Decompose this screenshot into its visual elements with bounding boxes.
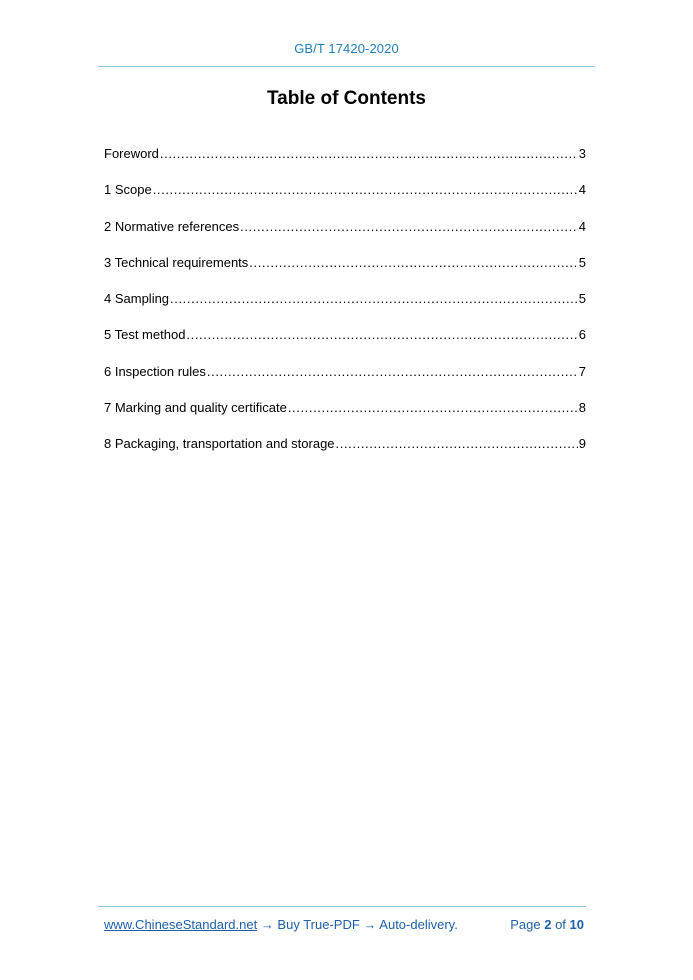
toc-leader-dots: [249, 254, 577, 272]
page-indicator: [510, 917, 584, 932]
toc-leader-dots: [207, 363, 578, 381]
toc-entry-page: 4: [578, 182, 586, 198]
toc-entry-label: 3 Technical requirements: [104, 254, 249, 270]
toc-entry-normative-references[interactable]: [104, 218, 586, 254]
toc-entry-label: 7 Marking and quality certificate: [104, 400, 287, 416]
toc-entry-label: Foreword: [104, 146, 159, 161]
toc-entry-packaging-transportation-storage[interactable]: [104, 435, 586, 471]
toc-entry-page: 5: [578, 254, 586, 270]
toc-entry-page: 5: [578, 291, 586, 307]
toc-leader-dots: [170, 290, 578, 308]
promo-text: → Buy True-PDF → Auto-delivery.: [257, 917, 458, 932]
page-prefix: Page: [510, 917, 545, 932]
toc-entry-label: 8 Packaging, transportation and storage: [104, 436, 335, 452]
footer-divider: [98, 906, 586, 907]
toc-entry-label: 6 Inspection rules: [104, 363, 206, 379]
toc-leader-dots: [336, 435, 578, 453]
header-standard-code: GB/T 17420-2020: [294, 41, 399, 56]
toc-entry-marking-quality-certificate[interactable]: [104, 399, 586, 435]
toc-leader-dots: [153, 181, 578, 199]
toc-entry-technical-requirements[interactable]: [104, 254, 586, 290]
toc-entry-page: 8: [578, 400, 586, 416]
site-link[interactable]: www.ChineseStandard.net: [104, 917, 258, 932]
toc-entry-page: 4: [578, 218, 586, 234]
toc-list: [104, 145, 586, 472]
toc-entry-scope[interactable]: [104, 181, 586, 217]
toc-entry-test-method[interactable]: [104, 326, 586, 362]
toc-entry-page: 6: [578, 327, 586, 343]
page-total: 10: [569, 917, 584, 932]
header-divider: [98, 66, 595, 67]
toc-entry-sampling[interactable]: [104, 290, 586, 326]
footer: [104, 917, 584, 932]
toc-entry-foreword[interactable]: [104, 145, 586, 181]
footer-promo: [104, 917, 458, 932]
toc-entry-page: 7: [578, 363, 586, 379]
toc-entry-label: 2 Normative references: [104, 218, 240, 234]
toc-entry-label: 5 Test method: [104, 327, 186, 343]
toc-leader-dots: [160, 145, 578, 163]
page-of: of: [551, 917, 570, 932]
toc-entry-label: 1 Scope: [104, 182, 152, 198]
toc-entry-page: 9: [578, 436, 586, 452]
toc-entry-inspection-rules[interactable]: [104, 363, 586, 399]
toc-leader-dots: [186, 326, 577, 344]
toc-entry-label: 4 Sampling: [104, 291, 170, 307]
toc-leader-dots: [240, 218, 578, 236]
toc-entry-page: 3: [578, 146, 586, 161]
toc-leader-dots: [288, 399, 578, 417]
page-title: Table of Contents: [266, 88, 427, 109]
page-current: 2: [544, 917, 552, 932]
